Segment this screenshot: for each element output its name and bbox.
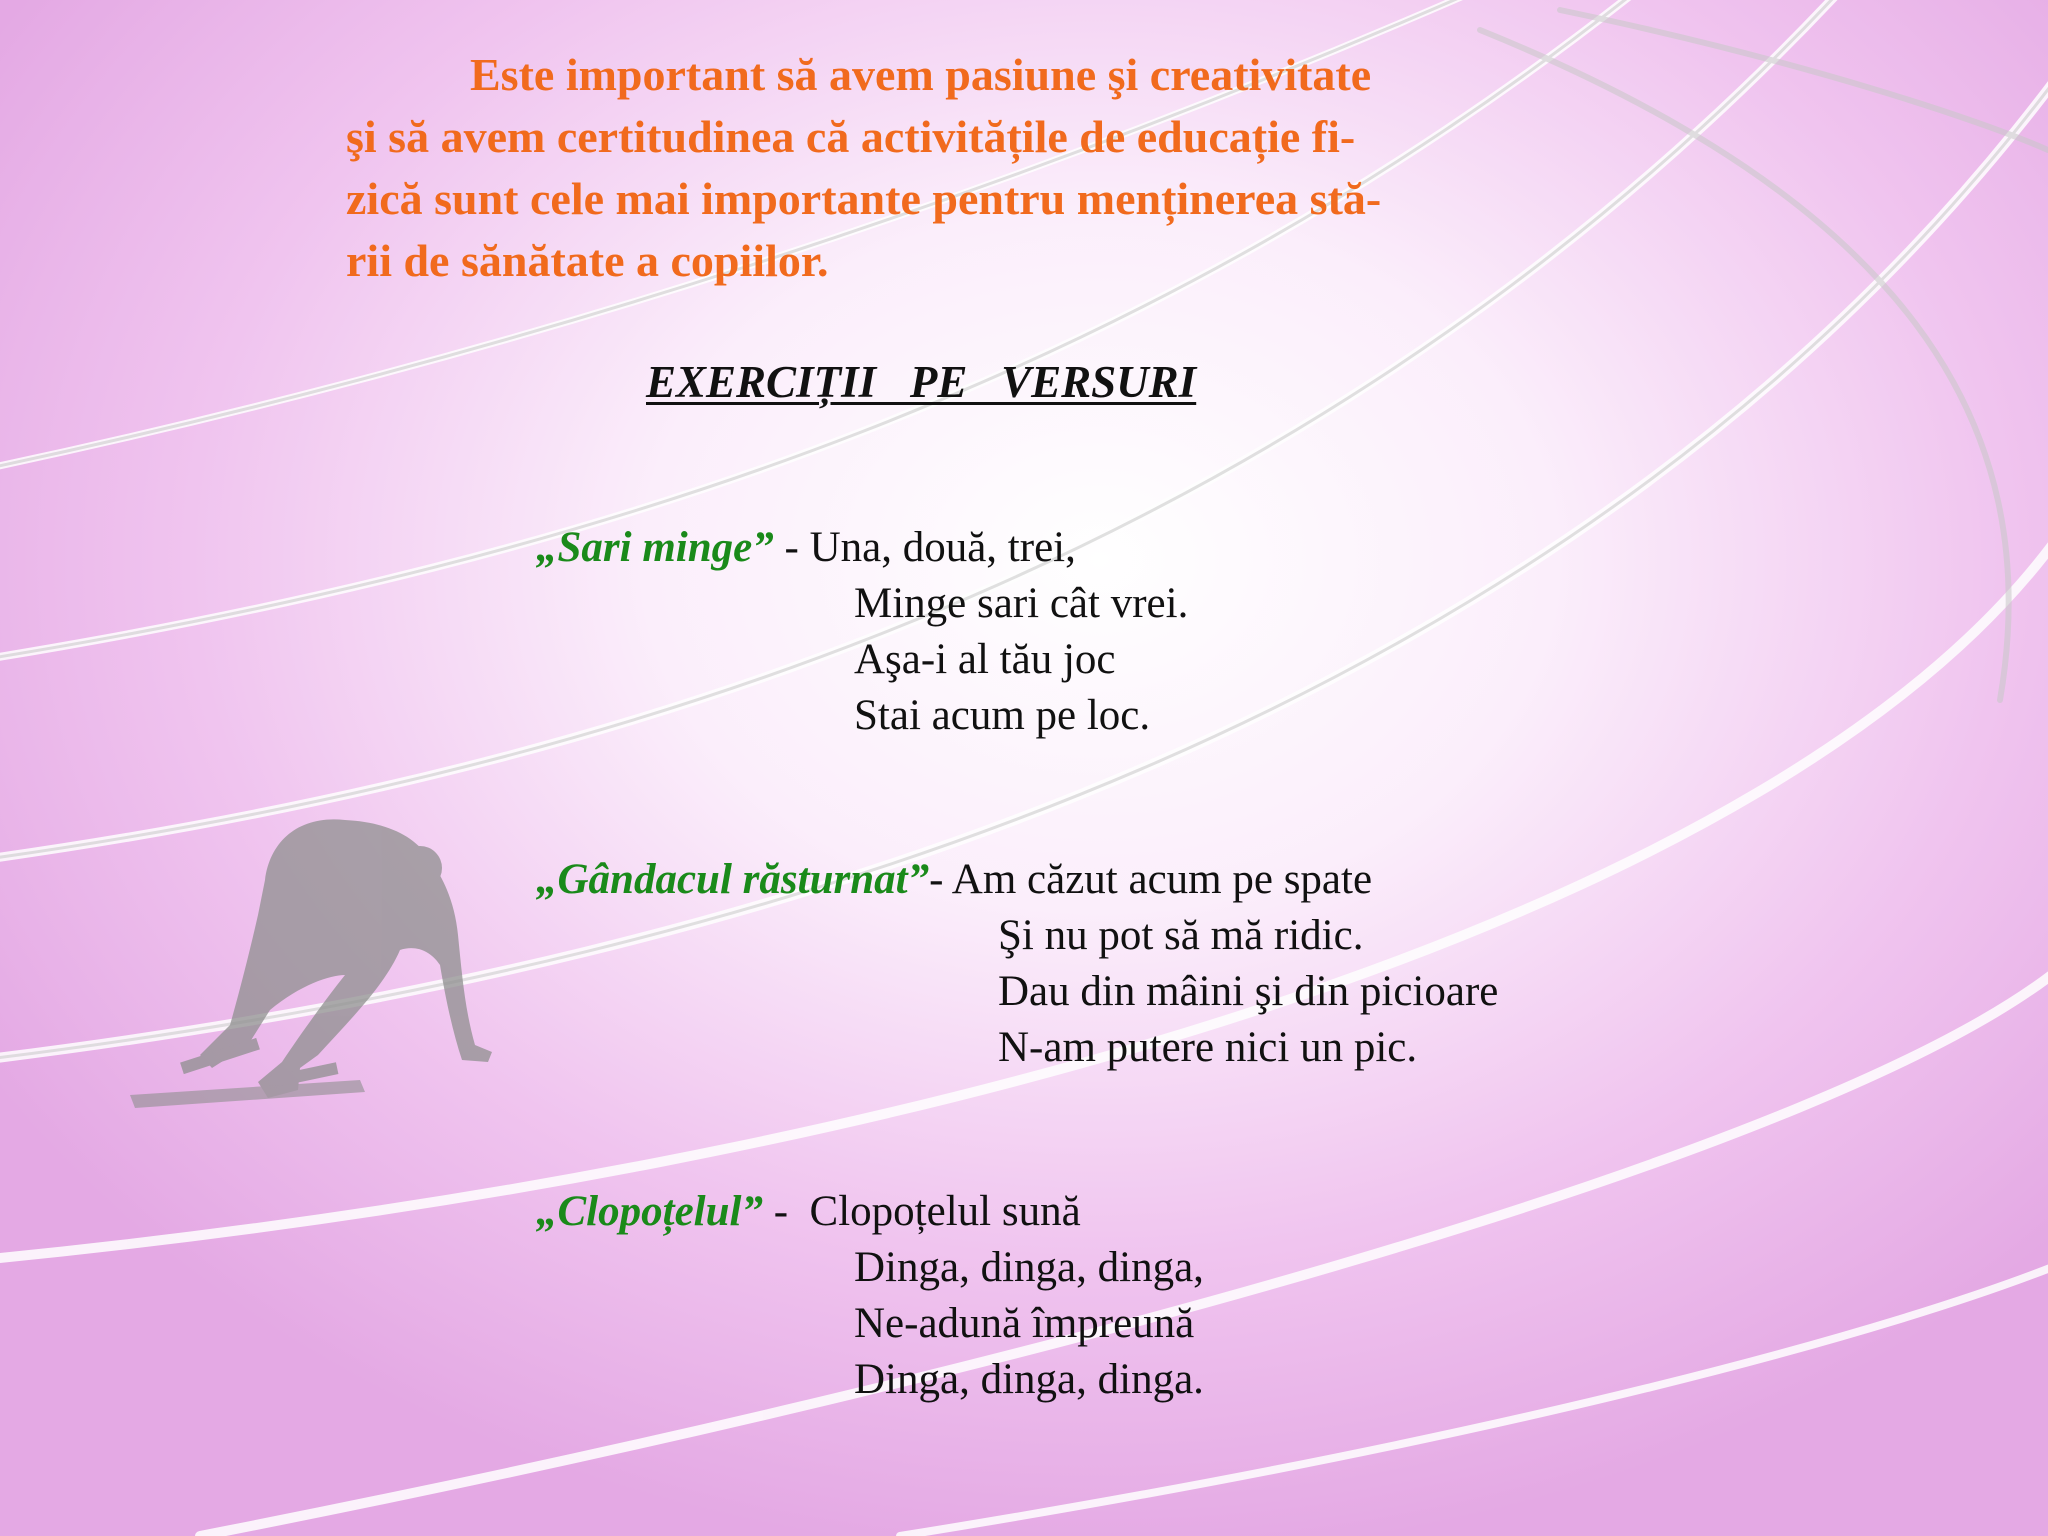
intro-line: Este important să avem pasiune şi creativitate	[470, 49, 1372, 100]
intro-line: şi să avem certitudinea că activitățile de educație fi-	[346, 111, 1356, 162]
poem-line: Una, două, trei,	[809, 524, 1076, 571]
poem-line: Aşa-i al tău joc	[854, 636, 1116, 683]
poem-separator: -	[929, 856, 952, 903]
poem-line: Dinga, dinga, dinga.	[854, 1356, 1204, 1403]
poem-clopotelul	[536, 1184, 1204, 1408]
poem-title: „Sari minge”	[536, 524, 774, 571]
section-heading: EXERCIȚII PE VERSURI	[646, 357, 1197, 407]
intro-paragraph	[346, 44, 1566, 292]
poem-gandacul-rasturnat	[536, 852, 1498, 1076]
intro-line: zică sunt cele mai importante pentru menținerea stă-	[346, 173, 1382, 224]
poem-line: Minge sari cât vrei.	[854, 580, 1189, 627]
poem-line: Am căzut acum pe spate	[951, 856, 1373, 903]
poem-line: Dau din mâini şi din picioare	[998, 968, 1499, 1015]
sprinter-at-start-silhouette	[130, 819, 492, 1108]
poem-line: Stai acum pe loc.	[854, 692, 1151, 739]
intro-line: rii de sănătate a copiilor.	[346, 235, 829, 286]
poem-line: Şi nu pot să mă ridic.	[998, 912, 1364, 959]
poem-sari-minge	[536, 520, 1188, 744]
poem-line: Clopoțelul sună	[809, 1188, 1081, 1235]
poem-line: Dinga, dinga, dinga,	[854, 1244, 1204, 1291]
poem-separator: -	[762, 1188, 810, 1235]
poem-title: „Clopoțelul”	[536, 1188, 763, 1235]
poem-title: „Gândacul răsturnat”	[536, 856, 930, 903]
poem-separator: -	[773, 524, 810, 571]
poem-line: Ne-adună împreună	[854, 1300, 1195, 1347]
poem-line: N-am putere nici un pic.	[998, 1024, 1418, 1071]
